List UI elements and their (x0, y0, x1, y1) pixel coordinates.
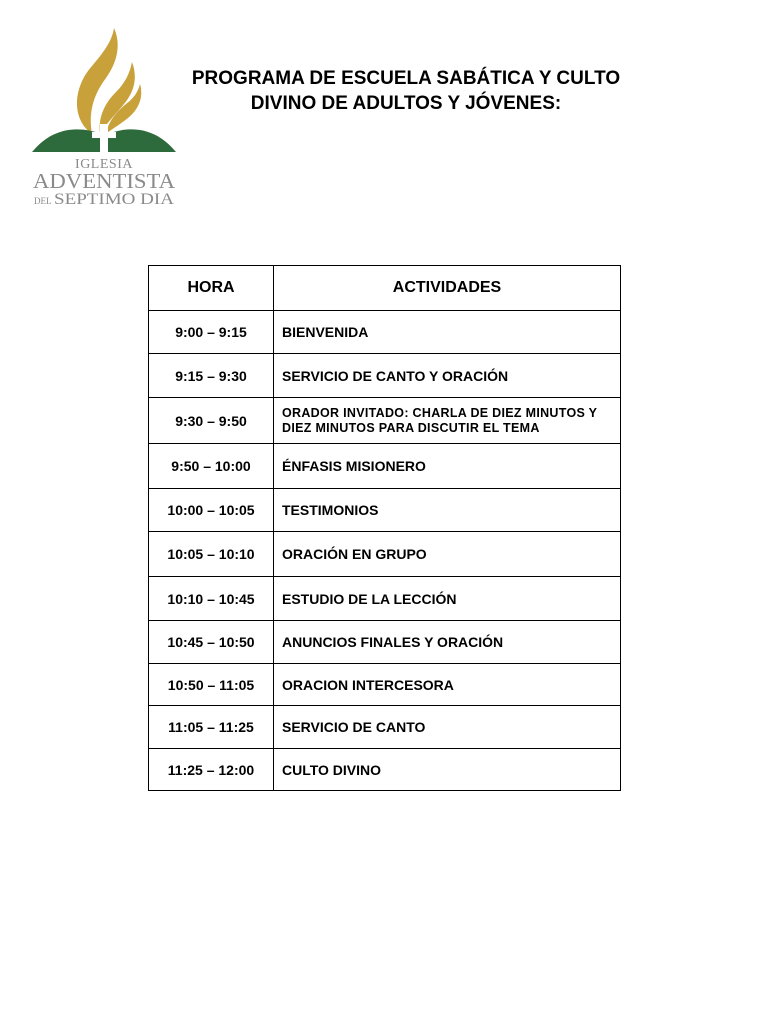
activity-cell: SERVICIO DE CANTO Y ORACIÓN (274, 354, 621, 398)
activity-cell: ESTUDIO DE LA LECCIÓN (274, 577, 621, 621)
time-cell: 11:25 – 12:00 (149, 749, 274, 791)
table-row (149, 354, 621, 398)
activity-cell: ORACION INTERCESORA (274, 664, 621, 706)
time-cell: 10:50 – 11:05 (149, 664, 274, 706)
time-cell: 10:10 – 10:45 (149, 577, 274, 621)
time-cell: 10:05 – 10:10 (149, 532, 274, 577)
activity-cell: ORADOR INVITADO: CHARLA DE DIEZ MINUTOS Y DIEZ MINUTOS PARA DISCUTIR EL TEMA (274, 398, 621, 444)
time-cell: 9:00 – 9:15 (149, 311, 274, 354)
table-row (149, 311, 621, 354)
activity-cell: CULTO DIVINO (274, 749, 621, 791)
time-cell: 9:50 – 10:00 (149, 444, 274, 489)
logo-text-septimo-dia: SEPTIMO DIA (54, 191, 175, 208)
flame-icon (77, 28, 141, 134)
table-header-row (149, 266, 621, 311)
table-row (149, 664, 621, 706)
activity-cell: ANUNCIOS FINALES Y ORACIÓN (274, 621, 621, 664)
page-title-line-1: PROGRAMA DE ESCUELA SABÁTICA Y CULTO (191, 68, 621, 89)
table-row (149, 577, 621, 621)
page-title-line-2: DIVINO DE ADULTOS Y JÓVENES: (250, 93, 562, 114)
activity-cell: TESTIMONIOS (274, 489, 621, 532)
table-row (149, 398, 621, 444)
table-row (149, 444, 621, 489)
column-header-hora: HORA (149, 266, 274, 311)
logo-text-del: DEL (34, 196, 52, 206)
logo-text-iglesia: IGLESIA (75, 157, 133, 172)
time-cell: 9:30 – 9:50 (149, 398, 274, 444)
schedule-table (148, 265, 621, 791)
time-cell: 10:00 – 10:05 (149, 489, 274, 532)
table-row (149, 706, 621, 749)
time-cell: 10:45 – 10:50 (149, 621, 274, 664)
time-cell: 11:05 – 11:25 (149, 706, 274, 749)
activity-cell: SERVICIO DE CANTO (274, 706, 621, 749)
table-row (149, 532, 621, 577)
activity-cell: ORACIÓN EN GRUPO (274, 532, 621, 577)
table-row (149, 621, 621, 664)
logo-text-adventista: ADVENTISTA (33, 169, 176, 193)
column-header-actividades: ACTIVIDADES (274, 266, 621, 311)
table-row (149, 749, 621, 791)
church-logo (30, 26, 180, 210)
activity-cell: BIENVENIDA (274, 311, 621, 354)
activity-cell: ÉNFASIS MISIONERO (274, 444, 621, 489)
table-row (149, 489, 621, 532)
time-cell: 9:15 – 9:30 (149, 354, 274, 398)
page-title (150, 66, 662, 116)
